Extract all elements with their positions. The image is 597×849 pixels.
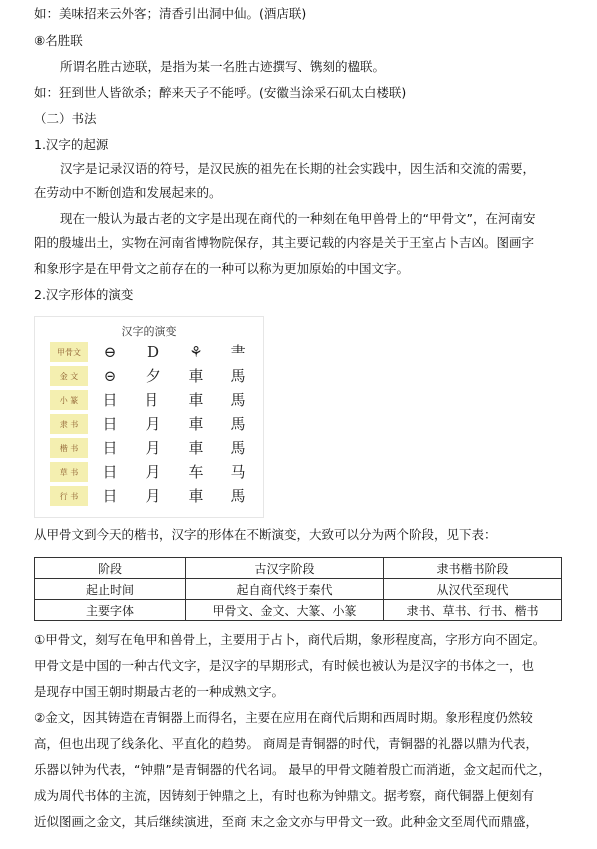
section-heading: ⑧名胜联 [34, 33, 83, 48]
character-glyph: 日 [102, 415, 118, 433]
character-glyph: 車 [188, 487, 204, 505]
character-glyph: 日 [102, 463, 118, 481]
text-line: 高，但也出现了线条化、平直化的趋势。 商周是青铜器的时代，青铜器的礼器以鼎为代表， [34, 736, 538, 751]
table-row [35, 579, 562, 600]
character-glyph: 月 [145, 463, 161, 481]
character-glyph: 馬 [230, 391, 246, 409]
table-cell: 起止时间 [35, 579, 186, 600]
character-glyph: 車 [188, 439, 204, 457]
text-line: 和象形字是在甲骨文之前存在的一种可以称为更加原始的中国文字。 [34, 261, 410, 276]
figure-row [49, 389, 259, 411]
subsection-heading: 1.汉字的起源 [34, 137, 109, 152]
figure-row [49, 341, 259, 363]
section-heading: （二）书法 [34, 111, 97, 126]
figure-row [49, 461, 259, 483]
figure-row [49, 365, 259, 387]
character-glyph: 月 [145, 415, 161, 433]
figure-title: 汉字的演变 [121, 325, 177, 338]
text-line: 近似图画之金文，其后继续演进，至商 末之金文亦与甲骨文一致。此种金文至周代而鼎盛， [34, 814, 538, 829]
text-line: 在劳动中不断创造和发展起来的。 [34, 185, 222, 200]
script-style-label: 小 篆 [49, 389, 89, 411]
character-glyph: ⺝ [145, 391, 161, 409]
table-header-cell: 阶段 [35, 558, 186, 579]
character-glyph: D [146, 343, 160, 361]
character-glyph: 車 [188, 367, 204, 385]
text-line: 所谓名胜古迹联，是指为某一名胜古迹撰写、镌刻的楹联。 [60, 59, 386, 74]
character-glyph: ⼣ [145, 367, 161, 385]
text-line: 乐器以钟为代表，“钟鼎”是青铜器的代名词。 最早的甲骨文随着殷亡而消逝，金文起而代之， [34, 762, 551, 777]
character-evolution-figure [34, 316, 264, 518]
character-glyph: 月 [145, 487, 161, 505]
character-glyph: ⊝ [103, 367, 117, 385]
character-glyph: 马 [230, 463, 246, 481]
text-line: 甲骨文是中国的一种古代文字，是汉字的早期形式，有时候也被认为是汉字的书体之一，也 [34, 658, 535, 673]
character-glyph: 馬 [230, 487, 246, 505]
script-style-label: 行 书 [49, 485, 89, 507]
figure-row [49, 485, 259, 507]
character-glyph: 馬 [230, 415, 246, 433]
script-style-label: 甲骨文 [49, 341, 89, 363]
character-glyph: ⚘ [189, 343, 203, 361]
table-cell: 从汉代至现代 [384, 579, 562, 600]
text-line: 成为周代书体的主流，因铸刻于钟鼎之上，有时也称为钟鼎文。据考察，商代铜器上便刻有 [34, 788, 535, 803]
character-glyph: 車 [188, 415, 204, 433]
character-glyph: ⺻ [230, 343, 246, 361]
text-line: 如：美味招来云外客；清香引出洞中仙。(酒店联) [34, 6, 307, 21]
table-header-cell: 隶书楷书阶段 [384, 558, 562, 579]
text-line: 如：狂到世人皆欲杀；醉来天子不能呼。(安徽当涂采石矶太白楼联) [34, 85, 407, 100]
character-glyph: 日 [102, 391, 118, 409]
table-cell: 隶书、草书、行书、楷书 [384, 600, 562, 621]
character-glyph: 車 [188, 391, 204, 409]
script-style-label: 楷 书 [49, 437, 89, 459]
character-glyph: ⾺ [230, 367, 246, 385]
subsection-heading: 2.汉字形体的演变 [34, 287, 134, 302]
figure-row [49, 437, 259, 459]
text-line: 阳的殷墟出土，实物在河南省博物院保存，其主要记载的内容是关于王室占卜吉凶。图画字 [34, 235, 535, 250]
character-glyph: 日 [102, 487, 118, 505]
character-glyph: ⊖ [103, 343, 117, 361]
text-line: 现在一般认为最古老的文字是出现在商代的一种刻在龟甲兽骨上的“甲骨文”，在河南安 [60, 211, 536, 226]
evolution-table [34, 557, 562, 621]
character-glyph: 车 [188, 463, 204, 481]
character-glyph: 日 [102, 439, 118, 457]
table-row [35, 600, 562, 621]
script-style-label: 隶 书 [49, 413, 89, 435]
text-line: ②金文，因其铸造在青铜器上而得名，主要在应用在商代后期和西周时期。象形程度仍然较 [34, 710, 533, 725]
table-header-cell: 古汉字阶段 [186, 558, 384, 579]
table-cell: 主要字体 [35, 600, 186, 621]
table-cell: 起自商代终于秦代 [186, 579, 384, 600]
figure-row [49, 413, 259, 435]
text-line: 汉字是记录汉语的符号，是汉民族的祖先在长期的社会实践中，因生活和交流的需要， [60, 161, 536, 176]
character-glyph: 馬 [230, 439, 246, 457]
text-line: ①甲骨文，刻写在龟甲和兽骨上，主要用于占卜，商代后期，象形程度高，字形方向不固定。 [34, 632, 546, 647]
script-style-label: 金 文 [49, 365, 89, 387]
table-header-row [35, 558, 562, 579]
text-line: 从甲骨文到今天的楷书，汉字的形体在不断演变，大致可以分为两个阶段，见下表： [34, 527, 497, 542]
script-style-label: 草 书 [49, 461, 89, 483]
character-glyph: 月 [145, 439, 161, 457]
table-cell: 甲骨文、金文、大篆、小篆 [186, 600, 384, 621]
text-line: 是现存中国王朝时期最古老的一种成熟文字。 [34, 684, 285, 699]
